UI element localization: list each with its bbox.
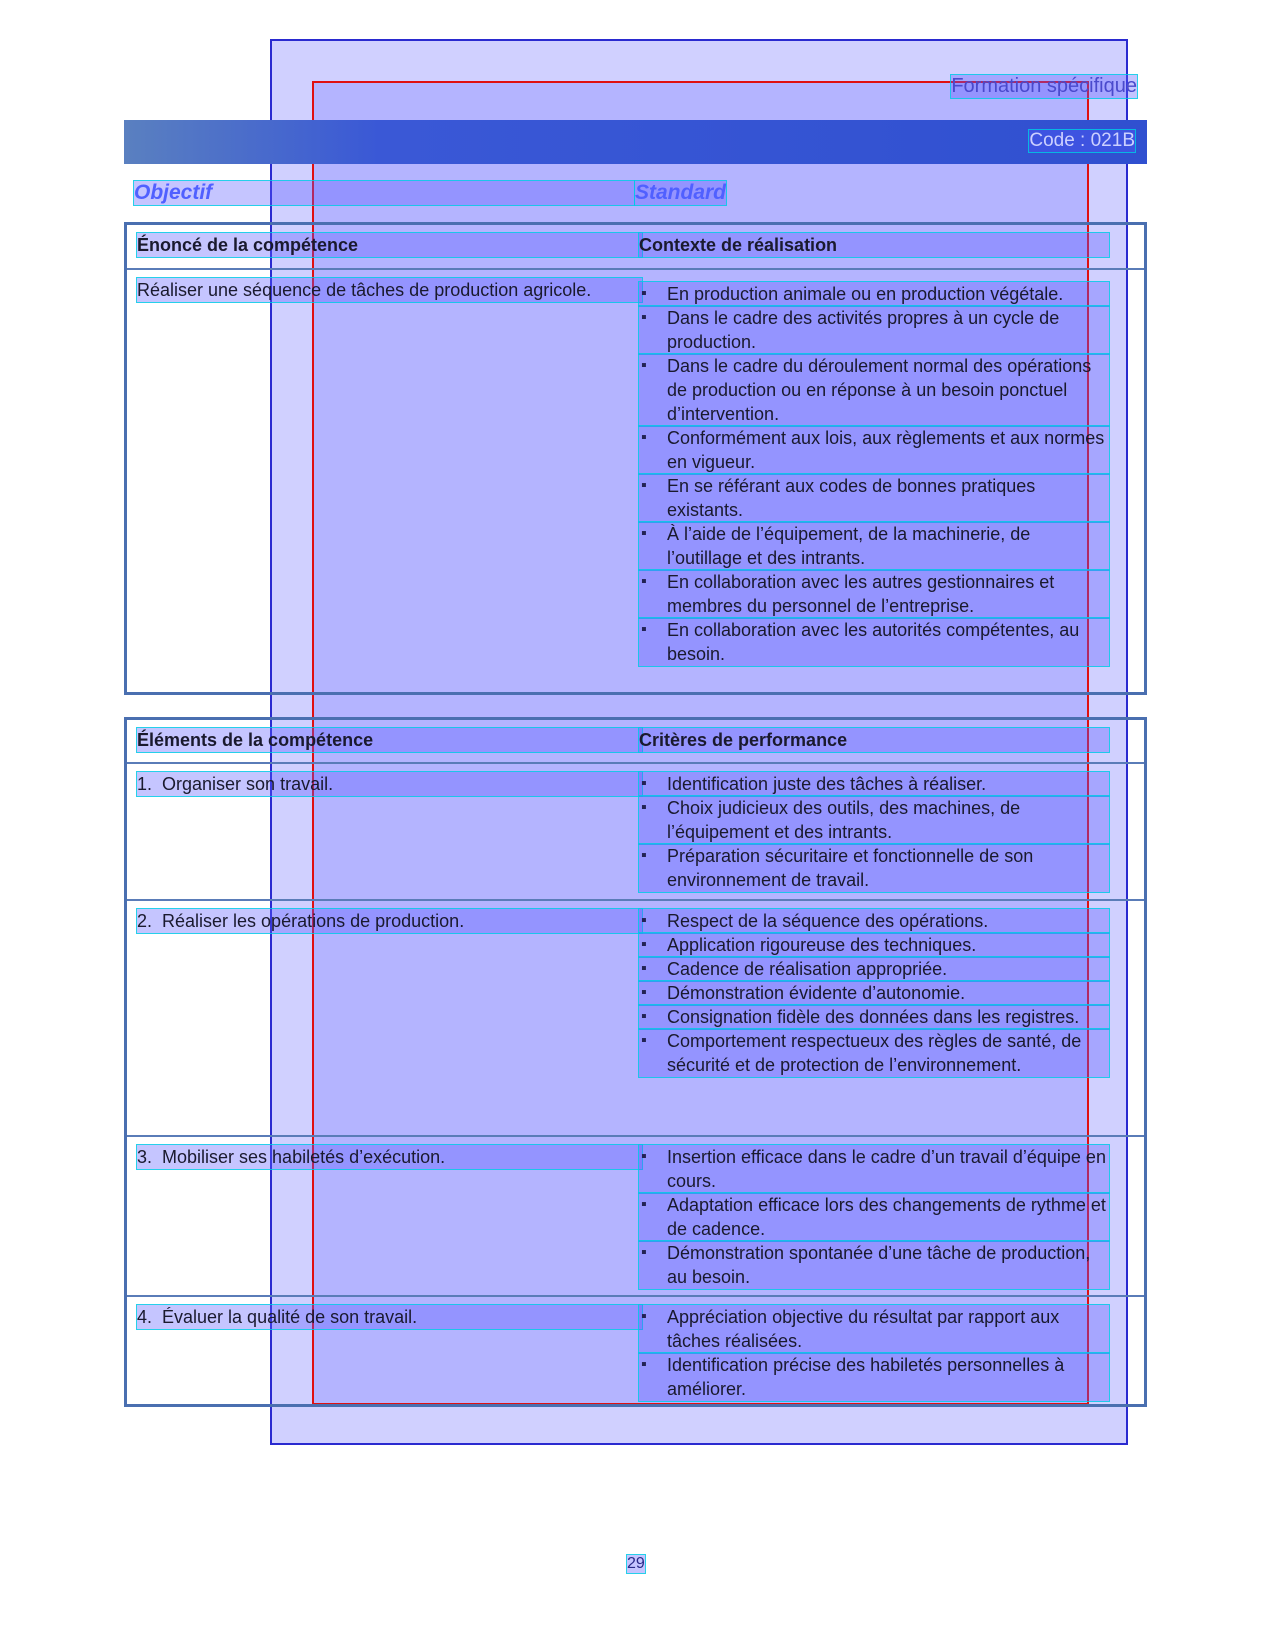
list-item: ▪ En production animale ou en production végétale. — [639, 282, 1109, 306]
list-item: ▪ Comportement respectueux des règles de santé, de sécurité et de protection de l’environnement. — [639, 1029, 1109, 1077]
list-item: ▪ Dans le cadre des activités propres à un cycle de production. — [639, 306, 1109, 354]
criteria-list — [639, 1305, 1109, 1401]
element-label: 1. Organiser son travail. — [137, 772, 642, 796]
criteria-list — [639, 772, 1109, 892]
competence-statement: Réaliser une séquence de tâches de production agricole. — [137, 278, 642, 302]
table-row — [127, 270, 1144, 692]
list-item: ▪ Dans le cadre du déroulement normal des opérations de production ou en réponse à un besoin ponctuel d’intervention. — [639, 354, 1109, 426]
criteres-header: Critères de performance — [639, 728, 1109, 752]
competence-table — [124, 222, 1147, 695]
list-item: ▪ Choix judicieux des outils, des machines, de l’équipement et des intrants. — [639, 796, 1109, 844]
contexte-header: Contexte de réalisation — [639, 233, 1109, 257]
list-item: ▪ Insertion efficace dans le cadre d’un travail d’équipe en cours. — [639, 1145, 1109, 1193]
list-item: ▪ Démonstration spontanée d’une tâche de production, au besoin. — [639, 1241, 1109, 1289]
list-item: ▪ Respect de la séquence des opérations. — [639, 909, 1109, 933]
enonce-header: Énoncé de la compétence — [137, 233, 642, 257]
table-row — [127, 1137, 1144, 1297]
list-item: ▪ Adaptation efficace lors des changements de rythme et de cadence. — [639, 1193, 1109, 1241]
criteria-list — [639, 1145, 1109, 1289]
list-item: ▪ Démonstration évidente d’autonomie. — [639, 981, 1109, 1005]
list-item: ▪ Appréciation objective du résultat par rapport aux tâches réalisées. — [639, 1305, 1109, 1353]
elements-header: Éléments de la compétence — [137, 728, 642, 752]
formation-title: Formation spécifique — [951, 75, 1137, 97]
list-item: ▪ En collaboration avec les autres gestionnaires et membres du personnel de l’entreprise. — [639, 570, 1109, 618]
code-banner — [124, 120, 1147, 164]
list-item: ▪ En se référant aux codes de bonnes pratiques existants. — [639, 474, 1109, 522]
element-label: 3. Mobiliser ses habiletés d’exécution. — [137, 1145, 642, 1169]
performance-table — [124, 717, 1147, 1407]
list-item: ▪ Identification juste des tâches à réaliser. — [639, 772, 1109, 796]
criteria-list — [639, 909, 1109, 1077]
table-row — [127, 901, 1144, 1137]
list-item: ▪ Cadence de réalisation appropriée. — [639, 957, 1109, 981]
element-label: 4. Évaluer la qualité de son travail. — [137, 1305, 642, 1329]
code-label: Code : 021B — [1029, 130, 1135, 151]
list-item: ▪ Conformément aux lois, aux règlements et aux normes en vigueur. — [639, 426, 1109, 474]
list-item: ▪ Identification précise des habiletés personnelles à améliorer. — [639, 1353, 1109, 1401]
table-header-row — [127, 225, 1144, 270]
list-item: ▪ En collaboration avec les autorités compétentes, au besoin. — [639, 618, 1109, 666]
list-item: ▪ À l’aide de l’équipement, de la machinerie, de l’outillage et des intrants. — [639, 522, 1109, 570]
list-item: ▪ Préparation sécuritaire et fonctionnelle de son environnement de travail. — [639, 844, 1109, 892]
list-item: ▪ Consignation fidèle des données dans les registres. — [639, 1005, 1109, 1029]
list-item: ▪ Application rigoureuse des techniques. — [639, 933, 1109, 957]
standard-heading: Standard — [635, 181, 727, 204]
page-number: 29 — [627, 1555, 645, 1572]
element-label: 2. Réaliser les opérations de production. — [137, 909, 642, 933]
table-row — [127, 1297, 1144, 1404]
table-row — [127, 764, 1144, 901]
table-header-row — [127, 720, 1144, 764]
objectif-heading: Objectif — [134, 181, 634, 205]
context-list — [639, 282, 1109, 666]
